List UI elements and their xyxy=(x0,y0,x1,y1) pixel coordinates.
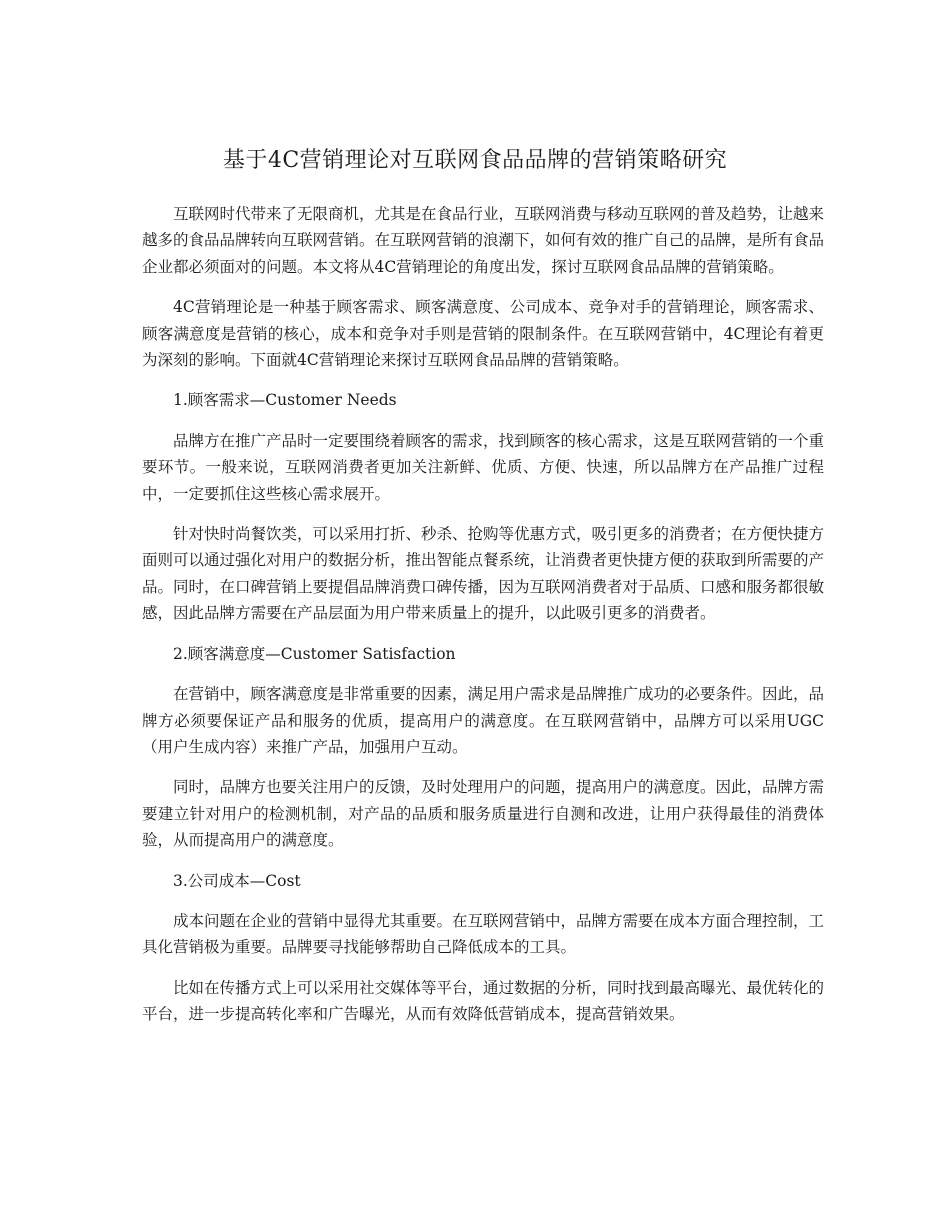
document-body xyxy=(142,201,824,1042)
section-heading-customer-needs: 1.顾客需求—Customer Needs xyxy=(173,391,397,410)
theory-paragraph: 4C营销理论是一种基于顾客需求、顾客满意度、公司成本、竞争对手的营销理论，顾客需求、顾客满意度是营销的核心，成本和竞争对手则是营销的限制条件。在互联网营销中，4C理论有着更为深刻的影响。下面就4C营销理论来探讨互联网食品品牌的营销策略。 xyxy=(142,298,824,370)
intro-paragraph: 互联网时代带来了无限商机，尤其是在食品行业，互联网消费与移动互联网的普及趋势，让越来越多的食品品牌转向互联网营销。在互联网营销的浪潮下，如何有效的推广自己的品牌，是所有食品企业都必须面对的问题。本文将从4C营销理论的角度出发，探讨互联网食品品牌的营销策略。 xyxy=(142,205,825,276)
body-paragraph: 针对快时尚餐饮类，可以采用打折、秒杀、抢购等优惠方式，吸引更多的消费者；在方便快捷方面则可以通过强化对用户的数据分析，推出智能点餐系统，让消费者更快捷方便的获取到所需要的产品。同时，在口碑营销上要提倡品牌消费口碑传播，因为互联网消费者对于品质、口感和服务都很敏感，因此品牌方需要在产品层面为用户带来质量上的提升，以此吸引更多的消费者。 xyxy=(142,525,825,623)
body-paragraph: 在营销中，顾客满意度是非常重要的因素，满足用户需求是品牌推广成功的必要条件。因此，品牌方必须要保证产品和服务的优质，提高用户的满意度。在互联网营销中，品牌方可以采用UGC（用户生成内容）来推广产品，加强用户互动。 xyxy=(142,685,825,756)
section-heading-customer-satisfaction: 2.顾客满意度—Customer Satisfaction xyxy=(173,644,456,663)
body-paragraph: 品牌方在推广产品时一定要围绕着顾客的需求，找到顾客的核心需求，这是互联网营销的一个重要环节。一般来说，互联网消费者更加关注新鲜、优质、方便、快速，所以品牌方在产品推广过程中，一定要抓住这些核心需求展开。 xyxy=(142,431,825,503)
body-paragraph: 成本问题在企业的营销中显得尤其重要。在互联网营销中，品牌方需要在成本方面合理控制，工具化营销极为重要。品牌要寻找能够帮助自己降低成本的工具。 xyxy=(142,911,825,957)
section-heading-cost: 3.公司成本—Cost xyxy=(173,871,301,890)
body-paragraph: 同时，品牌方也要关注用户的反馈，及时处理用户的问题，提高用户的满意度。因此，品牌方需要建立针对用户的检测机制，对产品的品质和服务质量进行自测和改进，让用户获得最佳的消费体验，从而提高用户的满意度。 xyxy=(142,778,825,850)
body-paragraph: 比如在传播方式上可以采用社交媒体等平台，通过数据的分析，同时找到最高曝光、最优转化的平台，进一步提高转化率和广告曝光，从而有效降低营销成本，提高营销效果。 xyxy=(142,978,825,1024)
document-title: 基于4C营销理论对互联网食品品牌的营销策略研究 xyxy=(222,148,728,173)
